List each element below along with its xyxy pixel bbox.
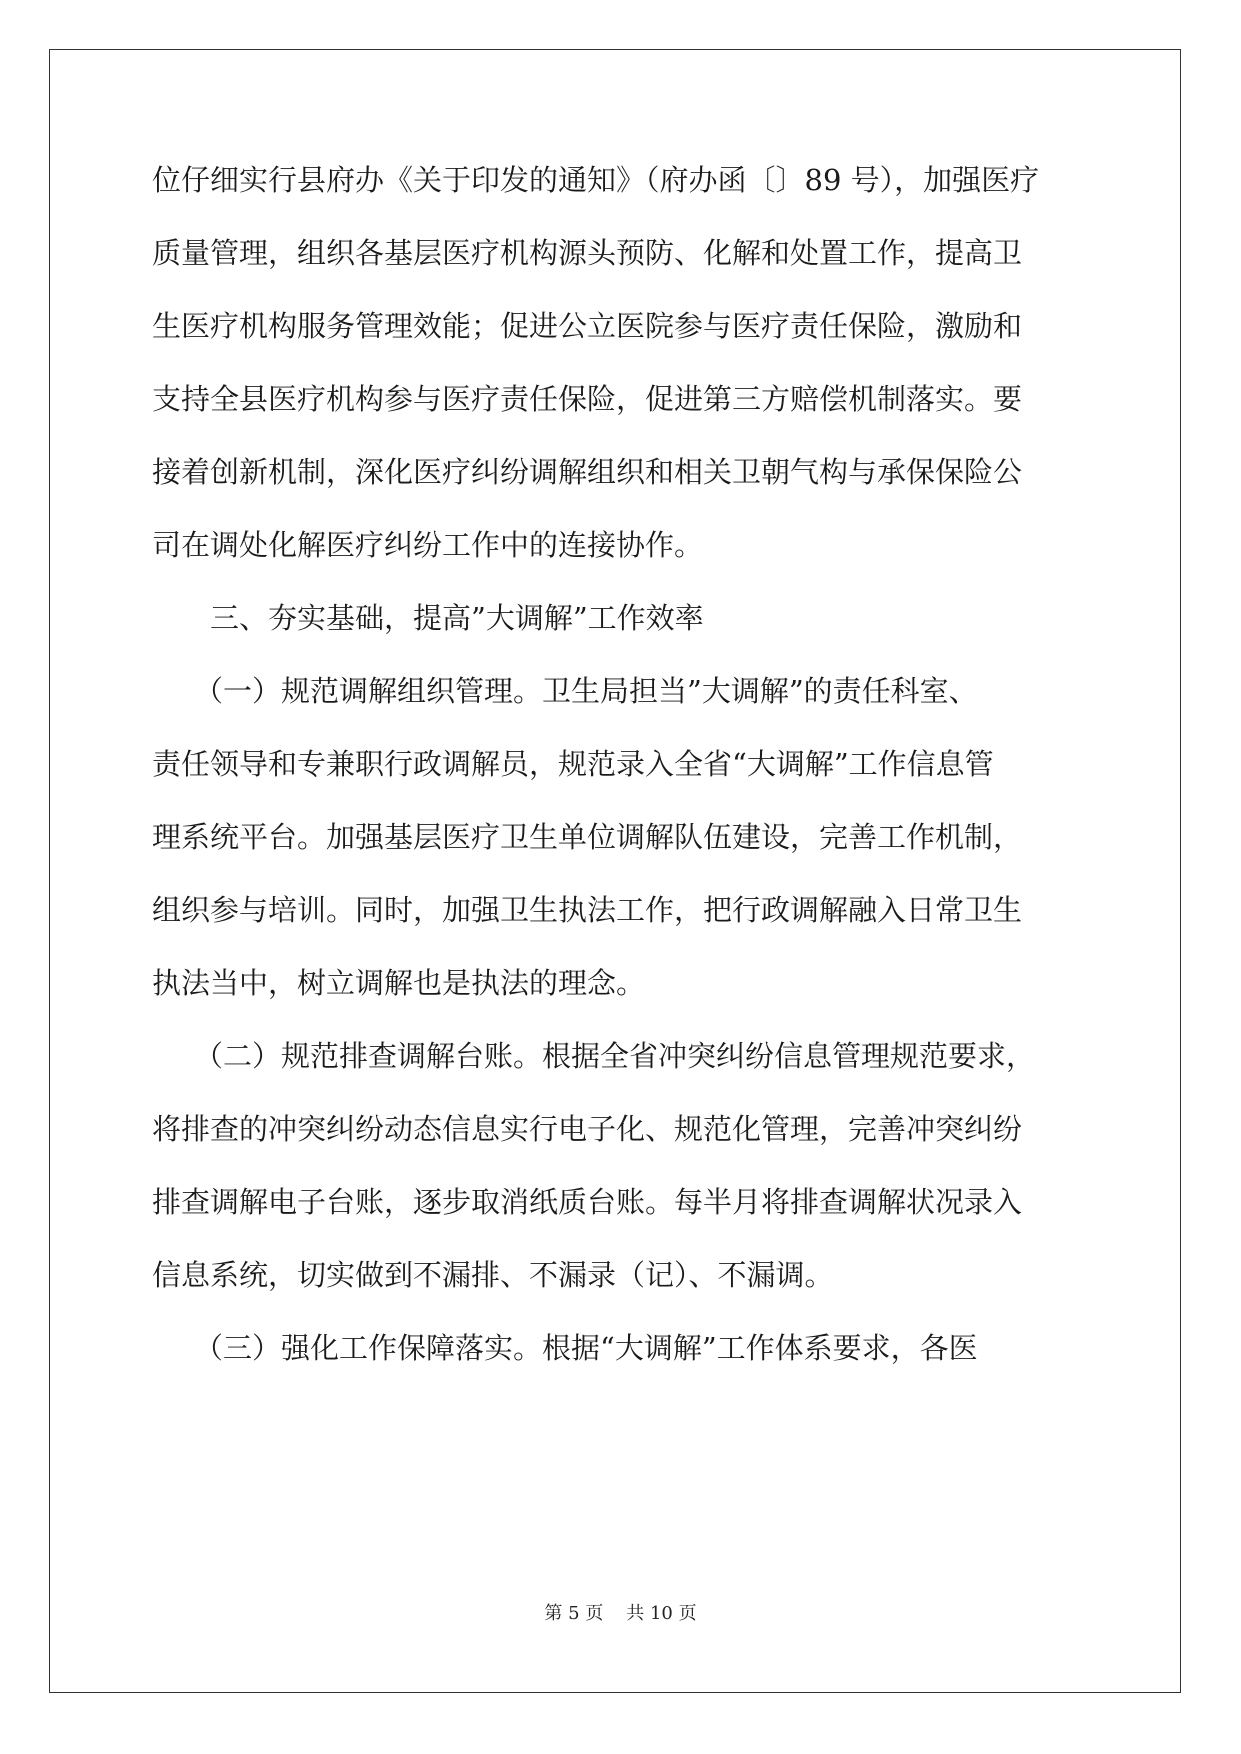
- paragraph-line: （二）规范排查调解台账。根据全省冲突纠纷信息管理规范要求，: [194, 1039, 1036, 1073]
- paragraph-line: （一）规范调解组织管理。卫生局担当”大调解”的责任科室、: [194, 674, 978, 708]
- page-footer: [0, 1602, 1241, 1626]
- paragraph-line: 组织参与培训。同时，加强卫生执法工作，把行政调解融入日常卫生: [152, 893, 1023, 927]
- paragraph-line: 司在调处化解医疗纠纷工作中的连接协作。: [152, 528, 704, 562]
- paragraph-line: 信息系统，切实做到不漏排、不漏录（记）、不漏调。: [152, 1258, 834, 1292]
- paragraph-line: 支持全县医疗机构参与医疗责任保险，促进第三方赔偿机制落实。要: [152, 382, 1023, 416]
- paragraph-line: 责任领导和专兼职行政调解员，规范录入全省“大调解”工作信息管: [152, 747, 994, 781]
- paragraph-line: 执法当中，树立调解也是执法的理念。: [152, 966, 646, 1000]
- paragraph-line: 理系统平台。加强基层医疗卫生单位调解队伍建设，完善工作机制，: [152, 820, 1023, 854]
- section-heading: 三、夯实基础，提高”大调解”工作效率: [210, 601, 704, 635]
- page-border: [49, 49, 1181, 1693]
- paragraph-line: 排查调解电子台账，逐步取消纸质台账。每半月将排查调解状况录入: [152, 1185, 1023, 1219]
- paragraph-line: 质量管理，组织各基层医疗机构源头预防、化解和处置工作，提高卫: [152, 236, 1023, 270]
- paragraph-line: 将排查的冲突纠纷动态信息实行电子化、规范化管理，完善冲突纠纷: [152, 1112, 1023, 1146]
- paragraph-line: 接着创新机制，深化医疗纠纷调解组织和相关卫朝气构与承保保险公: [152, 455, 1023, 489]
- paragraph-line: 生医疗机构服务管理效能；促进公立医院参与医疗责任保险，激励和: [152, 309, 1023, 343]
- page-total: 共 10 页: [626, 1603, 697, 1624]
- page-number: 第 5 页: [544, 1603, 604, 1624]
- paragraph-line: （三）强化工作保障落实。根据“大调解”工作体系要求，各医: [194, 1331, 978, 1365]
- paragraph-line: 位仔细实行县府办《关于印发的通知》（府办函〔〕89 号），加强医疗: [152, 163, 1040, 197]
